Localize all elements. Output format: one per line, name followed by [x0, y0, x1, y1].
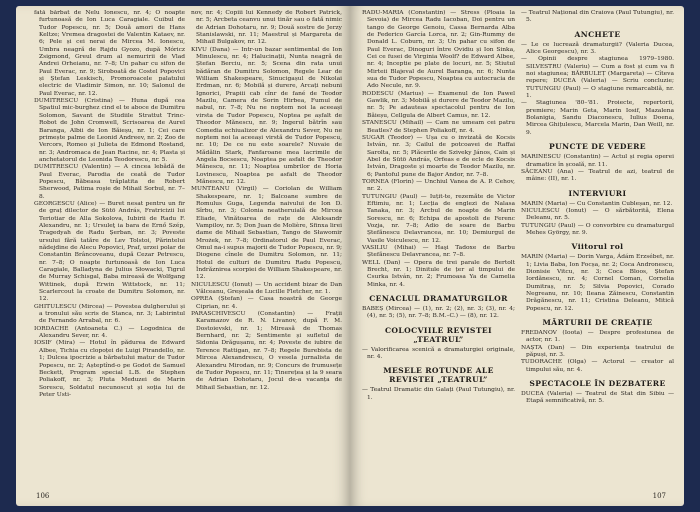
index-entry: — Stagiunea '80–'81. Proiecte, repertorii, premiere; Marin Geta, Marin Iosif, Mazalena Bolanigia, Sandu Diaconescu, Iulius Doena, Mircea Ghițulescu, Marcela Marin, Dan Weill, nr. 9. — [521, 100, 674, 136]
section-heading: SPECTACOLE ÎN DEZBATERE — [529, 379, 666, 389]
right-page-columns — [362, 10, 674, 478]
index-entry: VASILIU (Mihai) — Haşi Tadoxe de Barbu Ștefănescu Delavrancea, nr. 7–8. — [362, 245, 515, 259]
left-column-1 — [34, 10, 185, 478]
index-entry: MARIN (Maria) — Dorin Varga, Ádám Erzsébet, nr. 1; Livia Baba, Ion Focșa, nr. 2; Coca Andronescu, Dionisie Vitcu, nr. 3; Coca Bloos, Ștefan Iordănescu, nr. 4; Cornel Coman, Cornelia Dumitraș, nr. 5; Silvia Popovici, Corado Negreanu, nr. 10; Ileana Zăinescu, Constantin Drăgănescu, nr. 11; Cristina Deleanu, Mitică Popescu, nr. 12. — [521, 254, 674, 312]
right-column-2 — [521, 10, 674, 478]
page-number-left: 106 — [36, 492, 50, 500]
index-entry: — Valorificarea scenică a dramaturgiei originale, nr. 4. — [362, 346, 515, 361]
index-entry: fată bărbat de Nelu Ionescu, nr. 4; O noapte furtunoasă de Ion Luca Caragiale. Cuibul de Tudor Popescu, nr. 5; Două amori de Hans Keltze; Vremea dragostei de Valentin Kataev, nr. 6; Pele și cei nerai de Mircea M. Ionescu, Umbra neagră de Rajdu Gyozo, după Móricz Zsigmond, Greul drum al nemuririi de Vlad Andrei Orheianu, nr. 7–8; Un pahar cu sifon de Paul Everac, nr. 9; Siroboată de Costel Popovici și Ștefan Leskisch, Promoroacele palatului electric de Vladimir Simon, nr. 10; Salonul de Paul Everac, nr. 12. — [34, 10, 185, 97]
index-entry: TUDORACHE (Olga) — Actorul — creator al timpului său, nr. 4. — [521, 359, 674, 373]
section-heading: ANCHETE — [574, 29, 621, 39]
index-entry: MARINESCU (Constantin) — Actul și regia operei dramatice în școală, nr. 11. — [521, 154, 674, 168]
section-heading: CENACLUL DRAMATURGILOR — [369, 294, 508, 304]
index-entry: DUMITRESCU (Valentin) — A cincea lebădă de Paul Everac, Parodia de ceată de Tudor Popescu, Băbeasa trăplatita de Robert Sherwood, Patima roșie de Mihail Sorbul, nr. 7–8. — [34, 164, 185, 200]
index-entry: — Opinii despre stagiunea 1979–1980. SILVESTRU (Valeriu) — Cum a fost și cum va fi noi stagiunea; BĂRBULEȚ (Margareta) — Cîteva repere; DUCEA (Valeria) — Scriu concluzie; TUTUNGIU (Paul) — O stagiune remarcabilă, nr. 1. — [521, 56, 674, 100]
index-entry: — Le ce lucrează dramaturgii? (Valeria Ducea, Alice Georgescu), nr. 3. — [521, 41, 674, 56]
right-page — [350, 6, 684, 506]
index-entry: DUMITRESCU (Cristina) — Huna după cea Spatiul mic-burghez cind el te aboce de Dumitru Solomon, Savant de Studiile Strattut Trinc-Robot de John Cromwell, Scrisoarea de Aurel Baranga, Albii de Ion Băieșu, nr. 1; Cei care primește palme de Leonid Andreev, nr. 2; Zoo de Vercors, Romeo și Julieta de Edmond Rostand, nr. 3; Andromaca de Jean Racine, nr. 4; Plasta și anchetatorul de Leonida Teodorescu, nr. 5. — [34, 98, 185, 163]
index-entry: NICULESCU (Ionut) — O sărbătorită, Elena Deleanu, nr. 5. — [521, 207, 674, 222]
section-heading: Viitorul rol — [571, 242, 624, 252]
book-spread — [16, 6, 684, 506]
index-entry: NAȘTA (Dan) — Din experiența teatrului de păpuși, nr. 3. — [521, 344, 674, 359]
left-page — [16, 6, 350, 506]
section-heading: PUNCTE DE VEDERE — [549, 142, 646, 152]
left-page-columns — [34, 10, 342, 478]
index-entry: SUGAR (Teodor) — Ușa cu o invizată de Kocsis István, nr. 3; Cailul de potcoavei de Raffai Sarolta, nr. 5; Plăcerile de Sziveky János, Cain și Abel de Sütö András, Orfeas e de ecle de Kocsis István, Dragoste și moarte de Teodor Mazilu, nr. 6; Pantoful pune de Bajor Andor, nr. 7–8. — [362, 134, 515, 178]
index-entry: OPREA (Ștefan) — Casa noastră de George Ciprian, nr. 4. — [191, 296, 342, 310]
index-entry: WELL (Dan) — Opera de trei parale de Bertolt Brecht, nr. 1; Dinitule de țer al timpului de Csurka István, nr. 2; Frumoasa Ya de Camelia Minka, nr. 4. — [362, 259, 515, 288]
index-entry: TORNEA (Florin) — Unchiul Vanea de A. P. Cehov, nr. 2. — [362, 178, 515, 193]
section-heading: MESELE ROTUNDE ALE REVISTEI „TEATRUL” — [383, 366, 494, 385]
index-entry: PARASCHIVESCU (Constantin) — Frații Karamazov de R. N. Livanov, după F. M. Dostoievski, nr. 1; Mireasă de Thomas Bernhard, nr. 2; Sentimente și sufletul de Sidonia Drăgușanu, nr. 4; Poveste de iubire de Terence Rattigan, nr. 7–8; Regele Burebista de Mircea Alexandrescu, O vesela jurnalista de Alexandru Mirodan, nr. 9; Concurs de frumusețe de Tudor Popescu, nr. 11; Tinerețea și la 9 seara de Adrian Dohotaru, Jocul de-a vacanța de Mihail Sebastian, nr. 12. — [191, 311, 342, 391]
index-entry: IORDACHE (Antoaneta C.) — Logodnica de Alexandru Sever, nr. 4. — [34, 325, 185, 340]
section-heading: MĂRTURII DE CREAȚIE — [542, 318, 653, 327]
index-entry: TUTUNGIU (Paul) — O convorbire cu dramaturgul Mehes György, nr. 9. — [521, 222, 674, 236]
right-column-1 — [362, 10, 515, 478]
index-entry: FREDANOV (Ioota) — Despre profesiunea de actor, nr. 1. — [521, 330, 674, 344]
index-entry: KIVU (Dana) — Intr-un bazar sentimental de Ion Minulescu, nr. 4; Halucinații, Nunta neagră de Ștefan Berciu, nr. 5; Scena din rata unui bădăran de Dumitru Solomon, Regele Lear de William Shakespeare, Sinucigașul de Nikolai Erdman, nr. 6; Mobilă și durere, Arcați nebuni Ignorici, Prapiii cab cînr de fané de Teodor Mazilu, Camera de Sorin Hirbea, Fumul de nabul, nr. 7–8; Nu ne noptem noi la aceeași virsta de Tudor Popescu, Noptea pe așfalt de Theodor Mănescu, nr. 9; Ingerul bătrîn sau Comedia echiualizor de Alexandru Sever, Nu ne noptem noi la aceeași virstă de Tudor Popescu, nr. 10; De ce nu este soarele? Nuvaie de Mădălin Stark, Fanfaroane mea lacrimile de Angela Bocsescu, Noaptea pe asfalt de Theodor Mănescu, nr. 11; Noaptea umbrilor de Horia Lovinescu, Noaptea pe asfalt de Theodor Mănescu, nr. 12. — [191, 46, 342, 185]
index-entry: GEORGESCU (Alice) — Buret nesat pentru un fir de graț dilector de Sütö András, Fratricizii lui Teriotiar de Alla Sokolova, Iubirii de Radu F. Alexandru, nr. 1; Ursuleţ ia bara de Ernő Szép, Tragedyah de Radu Șerban, nr. 3; Poveste ursului fără tatăre de Lev Tolstoi, Părintelui nădejdine de Alecu Popovici, Praf, urzei polar de Constantin Brâncoveanu, după Cezar Petrescu, nr. 7–8; O noapte furtunoasă de Ion Luca Caragiale, Balladyna de Julius Słowacki, Tigrul de Murray Schisgal, Baba mireasă de Wolfgang Wittinek, după Erwin Wittstock, nr. 11; Scarlercout la croate de Dumitru Solomon, nr. 12. — [34, 200, 185, 303]
section-heading: COLOCVIILE REVISTEI „TEATRUL” — [384, 325, 493, 344]
left-column-2 — [191, 10, 342, 478]
index-entry: DUCEA (Valeria) — Teatrul de Stat din Sibiu — Etapă semnificativă, nr. 5. — [521, 391, 674, 405]
section-heading: INTERVIURI — [568, 188, 627, 198]
index-entry: — Teatrul Dramatic din Galați (Paul Tutungiu), nr. 1. — [362, 387, 515, 401]
index-entry: STANESCU (Mihail) — Cam ne umeam cei patru Beatles? de Stephen Poliakoff, nr. 4. — [362, 120, 515, 134]
index-entry: GHITULESCU (Mircea) — Povestea dulgherului și a tronului său scris de Stanca, nr. 3; Labirintul de Fernando Arrabal, nr. 6. — [34, 303, 185, 325]
index-entry: MUNTEANU (Virgil) — Coriolan de William Shakespeare, nr. 1; Balcoane sumbre de Romulus Guga, Legenda naivului de Ion D. Sîrbu, nr. 3; Colonia neatheruială de Mircea Eliade, Vinătoarea de rațe de Aleksandr Vampilov, nr. 5; Don Juan de Molière, Sfinxa lirei dame de Mihail Sebastian, Tango de Sławomir Mrożek, nr. 7–8; Ordinatorul de Paul Everac, Omul na-i supus majorii de Tudor Popescu, nr. 9; Diogene cînele de Dumitru Solomon, nr. 11; Hotul de culturi de Dumitru Radu Popescu, Îndrăznirea scorpiei de William Shakespeare, nr. 12. — [191, 186, 342, 281]
index-entry: RADU-MARIA (Constantin) — Stress (Ploaia la Sevoia) de Mircea Radu Iacoban, Doi pentru un tango de George Genoiu, Cassa Bernarda Alba de Federico García Lorca, nr. 2; Gin-Rummy de Donald L. Coburn, nr. 3; Un pahar cu sifon de Paul Everac, Dinoguri între Ovidiu și Ion Sinka, Cei ce fusei de Virginia Woolf? de Edward Albee, nr. 4; Inceptie pe plate de locuri, nr. 5; Stiutul Mirteii Blajeval de Aurel Baranga, nr. 6; Nunta sua de Tudor Popescu, Noaptea cu autocracia de Ado Necule, nr. 9. — [362, 10, 515, 90]
index-entry: NICULESCU (Ionut) — Un accident bizar de Dan Vălceanu, Greșeala de Lucille Fletcher, nr. 1. — [191, 281, 342, 296]
index-entry: SĂCEANU (Ana) — Teatrul de azi, teatrul de mâine: (II), nr. 1. — [521, 168, 674, 183]
index-entry: MARIN (Maria) — Cu Constantin Cubleșan, nr. 12. — [521, 200, 673, 207]
index-entry: TUTUNGIU (Paul) — Iuțit-te, rezemăte de Victor Eftimiu, nr. 1; Lecția de englezi de Nalasa Tanaka, nr. 3; Arcbul de noapte de Marin Sorescu, nr. 6; Echipa de apostoli de Ferenc Vozja, nr. 7–8; Adio de soare de Barbu Ștefănescu Delavrancea, nr. 10; Demiurgul de Vasile Voiculescu, nr. 12. — [362, 193, 515, 244]
index-entry: — Teatrul Național din Craiova (Paul Tutungiu), nr. 5. — [521, 10, 674, 24]
page-number-right: 107 — [652, 492, 666, 500]
index-entry: BABEȘ (Mircea) — (1), nr. 2; (2), nr. 3; (3), nr. 4; (4), nr. 5; (5), nr. 7–8; B.M.–C.) — (8), nr. 12. — [362, 306, 515, 320]
index-entry: RODESCU (Marius) — Examenul de Ion Pawel Gawlik, nr. 3; Mobilă și durere de Teodor Mazilu, nr. 5; Pe adauteas spectacolul pentru de Ion Băieșu, Cellgula de Albert Camus, nr. 12. — [362, 90, 515, 119]
index-entry: nov, nr. 4; Copiii lui Kennedy de Robert Patrick, nr. 5; Arcbeta ceanvu unui tinăr sau o fată nimic de Adrian Dohotaru, nr. 9; Două sostre de Jerzy Stanislawski, nr. 11; Maestrul și Margareta de Mihail Bulgakov, nr. 12. — [191, 10, 342, 46]
index-entry: IOSIF (Mira) — Hotul în pădurea de Edward Albee, Tichia cu clopoței de Luigi Pirandello, nr. 1; Dulcea ipocrizie a bărbatului matur de Tudor Popescu, nr. 2; Așteptînd-o pe Godot de Samuel Beckett, Program special L.B. de Stephen Poliakoff, nr. 3; Pluta Meduzei de Marin Sorescu, Soldatul necunoscut și soția lui de Peter Usti- — [34, 340, 185, 398]
